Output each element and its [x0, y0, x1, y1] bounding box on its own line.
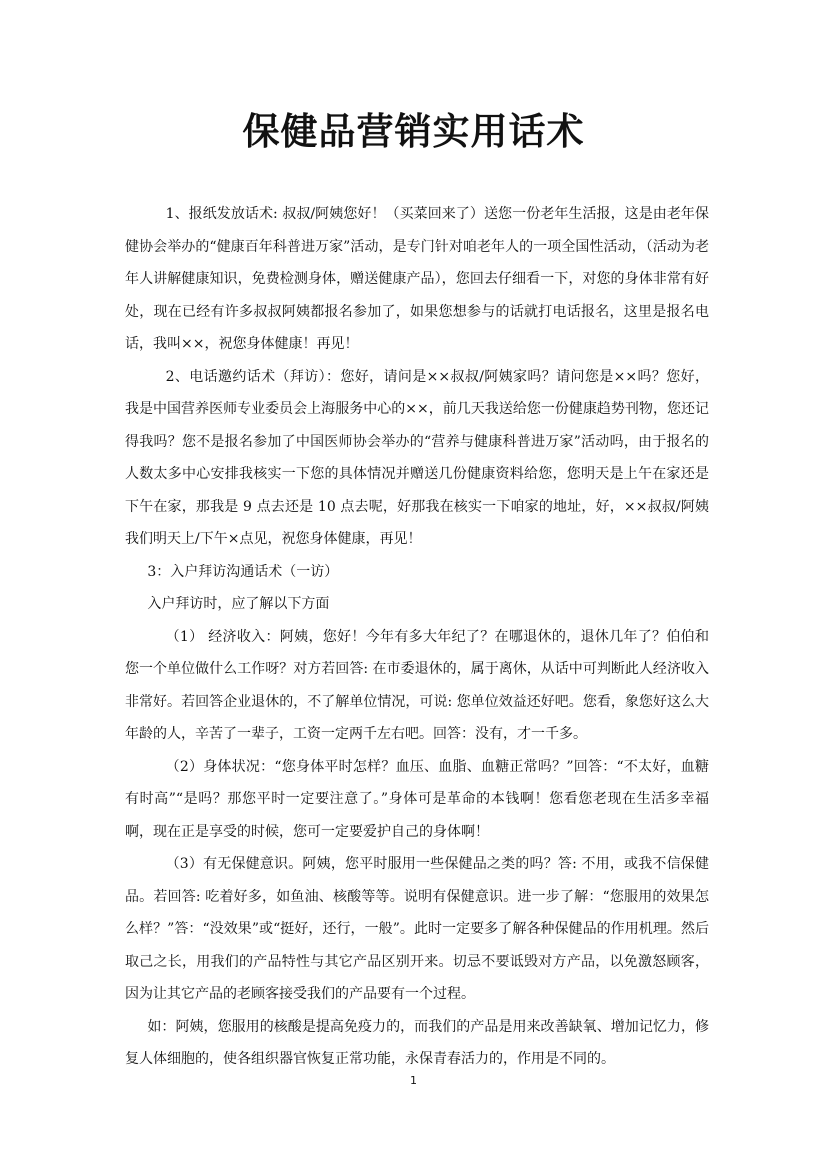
paragraph-health-awareness: （3）有无保健意识。阿姨，您平时服用一些保健品之类的吗？答: 不用，或我不信保健品。若回答: 吃着好多，如鱼油、核酸等等。说明有保健意识。进一步了解：“您服用的效果怎么样？”答：“没效果”或“挺好，还行，一般”。此时一定要多了解各种保健品的作用机理。然后取己之长，用我们的产品特性与其它产品区别开来。切忌不要诋毁对方产品，以免激怒顾客，因为让其它产品的老顾客接受我们的产品要有一个过程。 — [125, 856, 709, 1002]
paragraph-health-condition: （2）身体状况：“您身体平时怎样？血压、血脂、血糖正常吗？”回答：“不太好，血糖有时高”“是吗？那您平时一定要注意了。”身体可是革命的本钱啊！您看您老现在生活多幸福啊，现在正是享受的时候，您可一定要爱护自己的身体啊！ — [125, 758, 709, 840]
paragraph-economic-income: （1） 经济收入：阿姨，您好！今年有多大年纪了？在哪退休的，退休几年了？伯伯和您一个单位做什么工作呀？对方若回答: 在市委退休的，属于离休，从话中可判断此人经济收入非常好。若回答企业退休的，不了解单位情况，可说: 您单位效益还好吧。您看，象您好这么大年龄的人，辛苦了一辈子，工资一定两千左右吧。回答：没有，才一千多。 — [125, 628, 709, 742]
paragraph-newspaper-script: 1、报纸发放话术: 叔叔/阿姨您好！（买菜回来了）送您一份老年生活报，这是由老年保健协会举办的“健康百年科普进万家”活动，是专门针对咱老年人的一项全国性活动，（活动为老年人讲解健康知识，免费检测身体，赠送健康产品），您回去仔细看一下，对您的身体非常有好处，现在已经有许多叔叔阿姨都报名参加了，如果您想参与的话就打电话报名，这里是报名电话，我叫××，祝您身体健康！再见！ — [125, 206, 709, 352]
paragraph-phone-invitation-script: 2、电话邀约话术（拜访）：您好，请问是××叔叔/阿姨家吗？请问您是××吗？您好，我是中国营养医师专业委员会上海服务中心的××，前几天我送给您一份健康趋势刊物，您还记得我吗？您不是报名参加了中国医师协会举办的“营养与健康科普进万家”活动吗，由于报名的人数太多中心安排我核实一下您的具体情况并赠送几份健康资料给您，您明天是上午在家还是下午在家，那我是 9 点去还是 10 点去呢，好那我在核实一下咱家的地址，好，××叔叔/阿姨我们明天上/下午×点见，祝您身体健康，再见！ — [125, 368, 709, 547]
paragraph-home-visit-intro: 入户拜访时，应了解以下方面 — [147, 596, 330, 612]
page-number: 1 — [410, 1074, 417, 1087]
paragraph-product-example: 如：阿姨，您服用的核酸是提高免疫力的，而我们的产品是用来改善缺氧、增加记忆力，修复人体细胞的，使各组织器官恢复正常功能，永保青春活力的，作用是不同的。 — [125, 1018, 709, 1067]
document-body — [125, 198, 709, 1076]
paragraph-home-visit-heading: 3：入户拜访沟通话术（一访） — [147, 563, 339, 580]
document-title: 保健品营销实用话术 — [242, 109, 585, 153]
